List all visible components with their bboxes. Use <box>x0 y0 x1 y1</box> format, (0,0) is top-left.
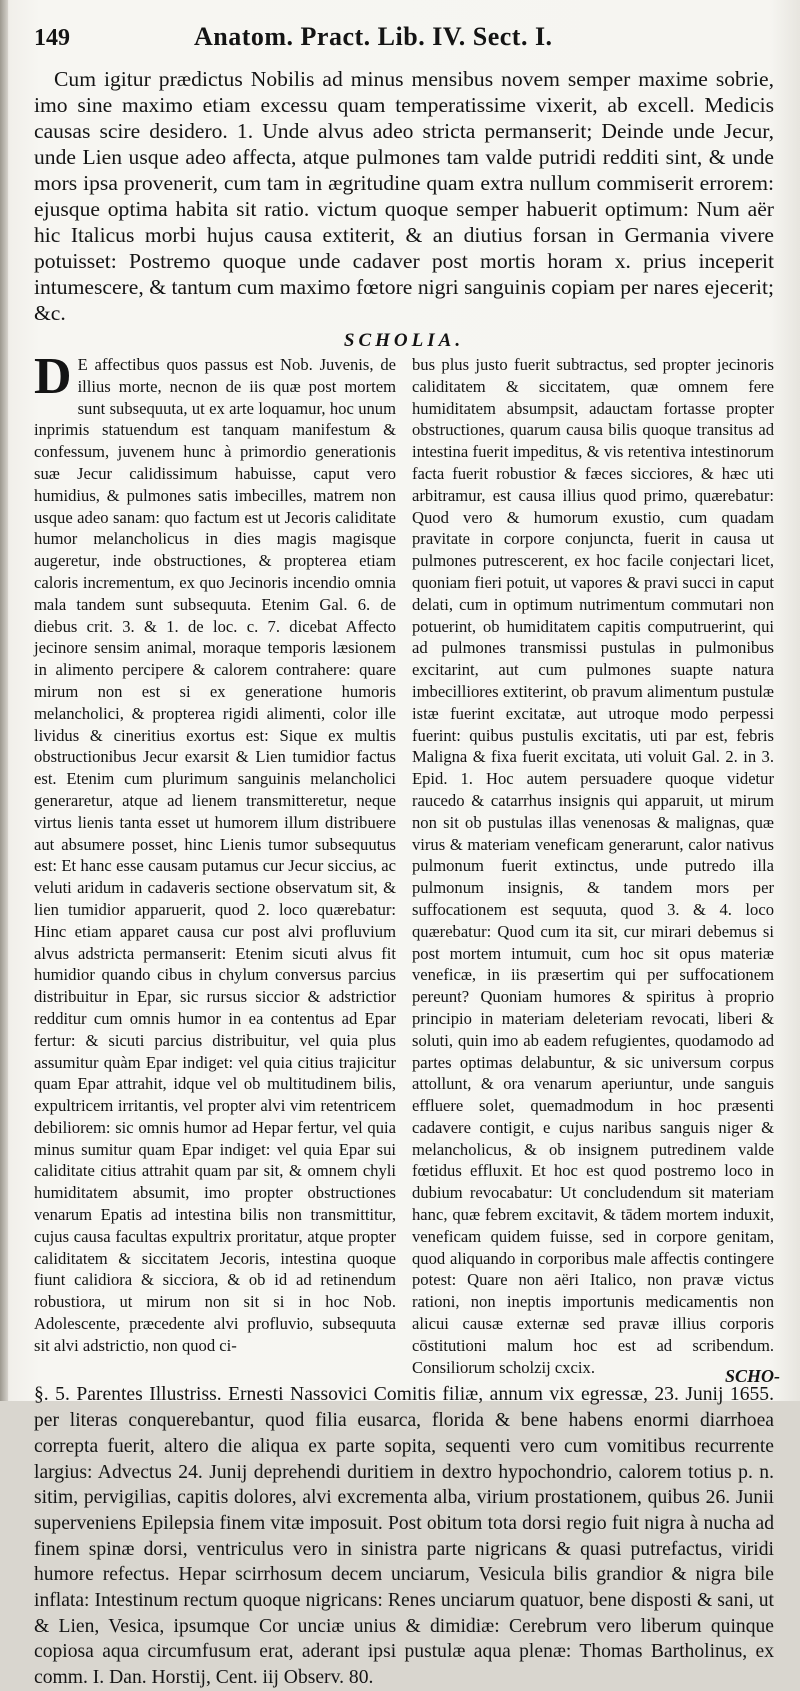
running-head <box>34 22 774 62</box>
page-spine-shadow <box>0 0 8 1401</box>
right-column-text: bus plus justo fuerit subtractus, sed propter jecinoris caliditatem & siccitatem, quæ omnem fere humiditatem absumpsit, adauctam fortasse propter obstructiones, quarum causa bilis quoque transitus ad intestina fuerit impeditus, & vis retentiva intestinorum facta fuerit robustior & fæces sicciores, & hæc uti arbitramur, est causa illius quod primo, quærebatur: Quod vero & humorum exustio, cum quadam pravitate in corpore conjuncta, fuerit in causa ut pulmones putrescerent, ex hoc facile conjectari licet, quoniam fieri potuit, ut vapores & pravi succi in caput delati, cum in optimum nutrimentum commutari non potuerint, ob humiditatem capitis computruerint, qui ad pulmones transmissi pustulas in pulmonibus excitarint, aut cum pulmones suapte natura imbecilliores extiterint, ob pravum alimentum pustulæ istæ fuerint excitatæ, aut utroque modo perpessi fuerint: quibus pustulis excitatis, uti par est, febris Maligna & fixa fuerit excitata, uti voluit Gal. 2. in 3. Epid. 1. Hoc autem persuadere quoque videtur raucedo & catarrhus insignis qui apparuit, ut mirum non sit ob pustulas illas venenosas & malignas, quæ virus & materiam veneficam generarunt, calor nativus pulmonum fuerit extinctus, unde putredo illa pulmonum insignis, & tandem mors per suffocationem est sequuta, quod 3. & 4. loco quærebatur: Quod cum ita sit, cur mirari debemus si post mortem intumuit, cum hoc sit opus materiæ veneficæ, in iis præsertim qui per suffocationem pereunt? Quoniam humores & spiritus à proprio principio in materiam deleteriam revocati, liberi & soluti, quin imo ab eadem refugientes, quodamodo ad partes optimas delabuntur, & sic universum corpus attollunt, & ora venarum aperiuntur, unde sanguis effluere solet, quemadmodum in hoc præsenti cadavere contigit, e cujus naribus sanguis niger & melancholicus, & ob insignem putredinem valde fœtidus effluxit. Et hoc est quod postremo loco in dubium revocabatur: Ut concludendum sit materiam hanc, quæ febrem excitavit, & tādem mortem induxit, veneficam quidem fuisse, sed in corpore genitam, quod aliquando in corporibus male affectis contingere potest: Quare non aëri Italico, non pravæ victus rationi, non ineptis importunis medicamentis non alicui causæ externæ sed pravæ illius corporis cōstitutioni malum hoc est ad scribendum. Consiliorum scholzij cxcix. <box>412 355 774 1377</box>
drop-cap: D <box>34 348 72 405</box>
intro-text: Cum igitur prædictus Nobilis ad minus mensibus novem semper maxime sobrie, imo sine maximo etiam excessu quam temperatissime vixerit, ab excell. Medicis causas scire desidero. 1. Unde alvus adeo stricta permanserit; Deinde unde Jecur, unde Lien usque adeo affecta, atque pulmones tam valde putridi redditi sint, & unde mors ipsa provenerit, cum tam in ægritudine quam extra nullum commiserit errorem: ejusque optima habita sit ratio. victum quoque semper habuerit optimum: Num aër hic Italicus morbi hujus causa extiterit, & an diutius forsan in Germania vivere potuisset: Postremo quoque unde cadaver post mortis horam x. prius inceperit intumescere, & tantum cum maximo fœtore nigri sanguinis copiam per nares ejecerit; &c. <box>34 67 774 325</box>
page-number: 149 <box>34 25 70 51</box>
catchword: SCHO- <box>724 1366 780 1386</box>
section-5-text: §. 5. Parentes Illustriss. Ernesti Nassovici Comitis filiæ, annum vix egressæ, 23. Junij 1655. per literas conquerebantur, quod filia eusarca, florida & bene habens enormi diarrhoea correpta fuerit, altero die aliqua ex parte sopita, sequenti vero cum vomitibus recurrente largius: Advectus 24. Junij deprehendi duritiem in dextro hypochondrio, calorem totius p. n. sitim, pervigilias, capitis dolores, alvi excrementa alba, virium prostationem, quibus 26. Junii superveniens Epilepsia finem vitæ imposuit. Post obitum tota dorsi regio fuit nigra à nucha ad finem spinæ dorsi, ventriculus vero in sinistra parte nigricans & quasi putrefactus, viridi humore refectus. Hepar scirrhosum decem unciarum, Vesicula bilis grandior & nigra bile inflata: Intestinum rectum quoque nigricans: Renes unciarum quatuor, bene disposti & sani, ut & Lien, Vesica, ipsumque Cor unciæ unius & dimidiæ: Cerebrum vero liberum quinque copiosa aqua circumfusum erat, aderant ipsi pustulæ aqua plenæ: Thomas Bartholinus, ex comm. I. Dan. Horstij, Cent. iij Observ. 80. <box>34 1384 774 1689</box>
two-column-text <box>34 348 774 1378</box>
left-column <box>34 348 396 1378</box>
section-5 <box>34 1382 774 1690</box>
right-column <box>412 354 774 1378</box>
left-column-paragraph <box>34 348 396 1357</box>
intro-paragraph <box>34 66 774 326</box>
running-title: Anatom. Pract. Lib. IV. Sect. I. <box>194 22 553 51</box>
scholia-heading: SCHOLIA. <box>343 330 465 351</box>
left-column-text: E affectibus quos passus est Nob. Juvenis, de illius morte, necnon de iis quæ post mortem sunt subsequuta, ut ex arte loquamur, hoc unum inprimis statuendum est tanquam manifestum & confessum, juvenem hunc à primordio generationis suæ Jecur calidissimum habuisse, caput vero humidius, & pulmones satis imbecilles, matrem non usque adeo sanam: quo factum est ut Jecoris caliditate humor melancholicus in dies magis magisque augeretur, inde obstructiones, & propterea etiam caloris incrementum, ex quo Jecinoris incendio omnia mala tandem sunt subsequuta. Etenim Gal. 6. de diebus crit. 3. & 1. de loc. c. 7. dicebat Affecto jecinore sensim animal, moraque temporis læsionem in alimento percipere & calorem contrahere: quare mirum non est si ex generatione humoris melancholici, & propterea rigidi alimenti, color ille lividus & cineritius exortus est: Sique ex multis obstructionibus Jecur exarsit & Lien tumidior factus est. Etenim cum plurimum sanguinis melancholici generaretur, atque ad lienem transmitteretur, neque virtus lienis tanta esset ut humorem illum distribuere aut absumere posset, hinc Lienis tumor subsequutus est: Et hanc esse causam putamus cur Jecur siccius, ac veluti aridum in cadaveris sectione observatum sit, & lien tumidior apparuerit, quod 2. loco quærebatur: Hinc etiam apparet causa cur post alvi profluvium alvus adstricta permanserit: Etenim sicuti alvus fit humidior quando cibus in chylum conversus parcius distribuitur in Epar, sic rursus siccior & adstrictior redditur cum omnis humor in ea contentus ad Epar fertur: & sicuti parcius distribuitur, vel quia plus assumitur quàm Epar indiget: vel quia citius trajicitur quam Epar attrahit, idque vel ob multitudinem bilis, expultricem irritantis, vel propter alvi vim retentricem debiliorem: sic omnis humor ad Hepar fertur, vel quia minus sumitur quam Epar indiget: vel quia Epar sui caliditate citius attrahit quam par sit, & omnem chyli humiditatem absumit, imo propter obstructiones venarum Epatis ad intestina bilis non transmittitur, cujus causa facultas expultrix proritatur, atque propter caliditatem & siccitatem Jecoris, intestina quoque fiunt calidiora & sicciora, & ob id ad retinendum robustiora, ut mirum non sit si in hoc Nob. Adolescente, præcedente alvi profluvio, subsequuta sit alvi adstrictio, non quod ci- <box>34 355 396 1355</box>
